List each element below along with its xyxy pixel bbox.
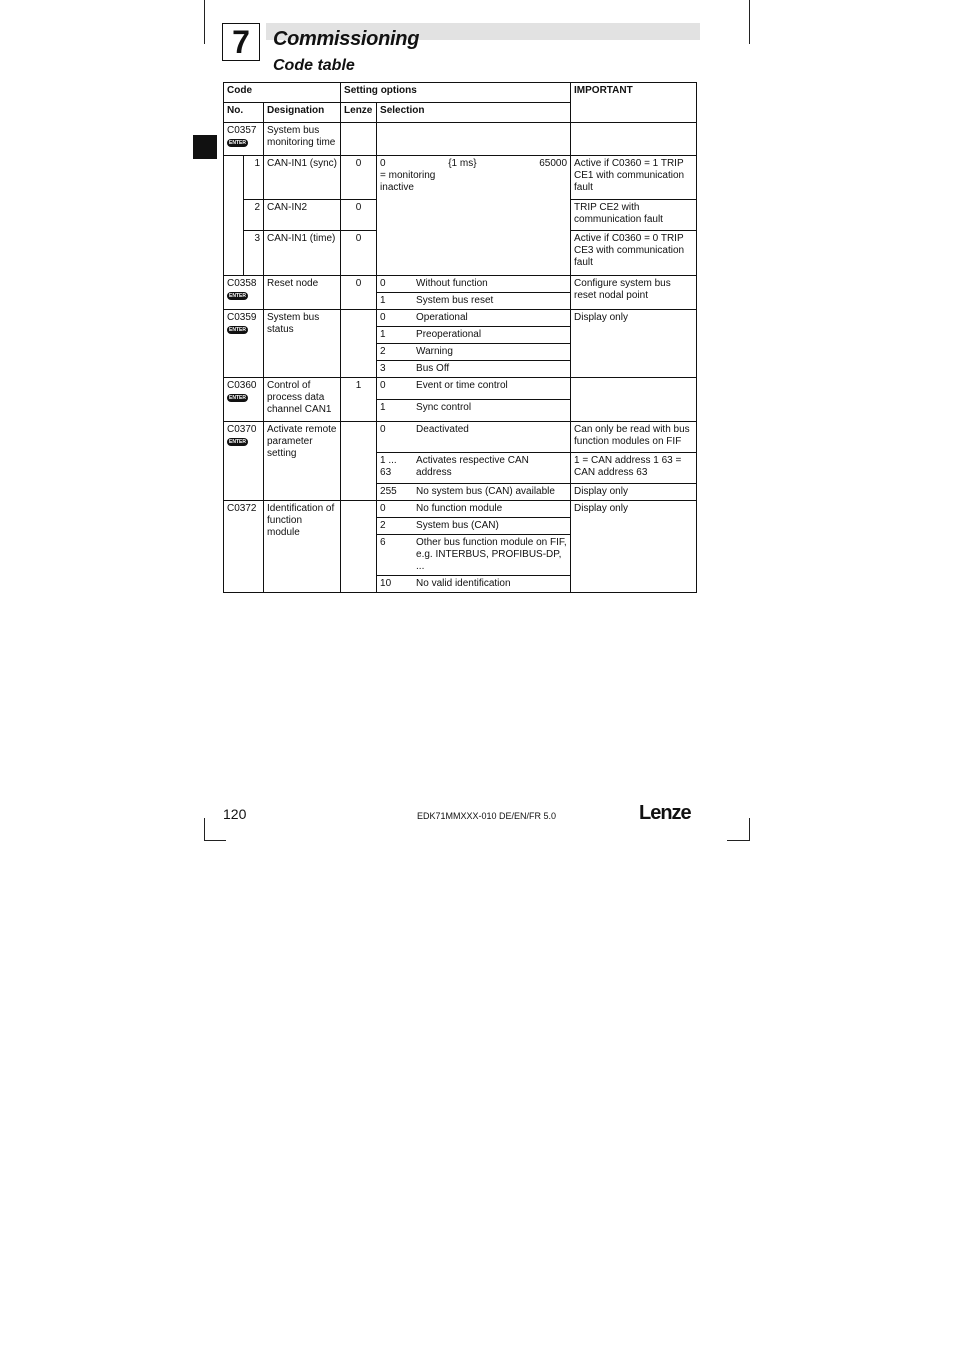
enter-badge: ENTER	[227, 394, 248, 402]
option-label: Preoperational	[416, 329, 482, 340]
header-important: IMPORTANT	[571, 83, 697, 123]
option-cell	[377, 361, 571, 378]
header-designation: Designation	[264, 103, 341, 123]
table-row	[224, 501, 697, 518]
header-lenze: Lenze	[341, 103, 377, 123]
subcode-important: Active if C0360 = 1 TRIP CE1 with communication fault	[571, 156, 697, 200]
code-cell	[224, 123, 264, 156]
lenze-c0360: 1	[341, 378, 377, 422]
designation-c0372: Identification of function module	[264, 501, 341, 593]
lenze-cell	[341, 422, 377, 501]
option-value: 255	[380, 486, 397, 497]
option-label: Deactivated	[416, 424, 469, 435]
option-label: Warning	[416, 346, 453, 357]
option-cell	[377, 344, 571, 361]
option-label: No valid identification	[416, 578, 511, 589]
chapter-number: 7	[222, 23, 260, 61]
enter-badge: ENTER	[227, 292, 248, 300]
crop-mark	[204, 840, 226, 841]
option-label: Event or time control	[416, 380, 508, 391]
lenze-c0358: 0	[341, 276, 377, 310]
option-label: Without function	[416, 278, 488, 289]
option-value: 0	[380, 312, 386, 323]
crop-mark	[204, 0, 205, 44]
enter-badge: ENTER	[227, 326, 248, 334]
lenze-logo: Lenze	[639, 802, 691, 824]
option-value: 0	[380, 424, 386, 435]
table-row	[224, 276, 697, 293]
option-cell	[377, 293, 571, 310]
option-value: 6	[380, 537, 386, 548]
option-value: 1 ... 63	[380, 455, 397, 478]
option-cell	[377, 378, 571, 400]
page-title: Commissioning	[273, 28, 420, 50]
subcode-designation: CAN-IN2	[264, 200, 341, 231]
important-c0358: Configure system bus reset nodal point	[571, 276, 697, 310]
code-table	[223, 82, 697, 593]
designation-c0358: Reset node	[264, 276, 341, 310]
important-cell	[571, 378, 697, 422]
option-label: No system bus (CAN) available	[416, 486, 555, 497]
option-value: 10	[380, 578, 392, 589]
table-row	[224, 123, 697, 156]
important-cell: 1 = CAN address 1 63 = CAN address 63	[571, 453, 697, 484]
option-cell	[377, 518, 571, 535]
option-value: 2	[380, 520, 386, 531]
crop-mark	[749, 0, 750, 44]
option-value: 1	[380, 402, 386, 413]
subcode-designation: CAN-IN1 (time)	[264, 231, 341, 276]
code-c0358: C0358	[227, 278, 257, 289]
important-cell: Display only	[571, 484, 697, 501]
option-cell	[377, 327, 571, 344]
crop-mark	[727, 840, 750, 841]
option-label: Bus Off	[416, 363, 450, 374]
lenze-cell	[341, 501, 377, 593]
crop-mark	[204, 818, 205, 840]
option-value: 1	[380, 329, 386, 340]
lenze-cell	[341, 123, 377, 156]
code-c0360: C0360	[227, 380, 257, 391]
important-c0372: Display only	[571, 501, 697, 593]
range-max: 65000	[539, 158, 568, 169]
header-code: Code	[224, 83, 341, 103]
option-cell	[377, 276, 571, 293]
table-row	[224, 378, 697, 400]
option-label: System bus reset	[416, 295, 494, 306]
document-id: EDK71MMXXX-010 DE/EN/FR 5.0	[417, 811, 557, 821]
code-c0370: C0370	[227, 424, 257, 435]
subcode-lenze: 0	[341, 156, 377, 200]
code-cell	[224, 276, 264, 310]
option-value: 0	[380, 278, 386, 289]
option-label: Sync control	[416, 402, 472, 413]
page-number: 120	[223, 806, 247, 822]
code-cell	[224, 310, 264, 378]
header-selection: Selection	[377, 103, 571, 123]
option-label: No function module	[416, 503, 503, 514]
option-label: Activates respective CAN address	[416, 455, 529, 478]
crop-mark	[749, 818, 750, 840]
subcode-no: 1	[244, 156, 264, 200]
designation-c0370: Activate remote parameter setting	[264, 422, 341, 501]
option-cell	[377, 453, 571, 484]
option-cell	[377, 501, 571, 518]
option-value: 0	[380, 380, 386, 391]
table-row	[224, 310, 697, 327]
important-cell: Can only be read with bus function modules on FIF	[571, 422, 697, 453]
code-cell	[224, 378, 264, 422]
header-no: No.	[224, 103, 264, 123]
code-c0372: C0372	[227, 503, 257, 514]
option-label: Other bus function module on FIF, e.g. INTERBUS, PROFIBUS-DP, ...	[416, 537, 567, 572]
option-cell	[377, 576, 571, 593]
code-indent-cell	[224, 156, 244, 276]
lenze-cell	[341, 310, 377, 378]
option-value: 1	[380, 295, 386, 306]
range-step: {1 ms}	[448, 158, 477, 169]
enter-badge: ENTER	[227, 139, 248, 147]
header-setting-options: Setting options	[341, 83, 571, 103]
option-cell	[377, 484, 571, 501]
code-c0357: C0357	[227, 125, 257, 136]
option-value: 0	[380, 503, 386, 514]
option-cell	[377, 535, 571, 576]
option-label: Operational	[416, 312, 468, 323]
option-value: 3	[380, 363, 386, 374]
designation-c0359: System bus status	[264, 310, 341, 378]
range-min: 0	[380, 158, 386, 169]
important-c0359: Display only	[571, 310, 697, 378]
option-label: System bus (CAN)	[416, 520, 499, 531]
designation-c0360: Control of process data channel CAN1	[264, 378, 341, 422]
selection-cell	[377, 123, 571, 156]
option-cell	[377, 422, 571, 453]
code-cell	[224, 422, 264, 501]
subcode-no: 3	[244, 231, 264, 276]
table-row	[224, 156, 697, 200]
selection-range-cell	[377, 156, 571, 276]
code-cell	[224, 501, 264, 593]
designation-c0357: System bus monitoring time	[264, 123, 341, 156]
section-tab-marker	[193, 135, 217, 159]
subcode-important: TRIP CE2 with communication fault	[571, 200, 697, 231]
subcode-designation: CAN-IN1 (sync)	[264, 156, 341, 200]
subcode-important: Active if C0360 = 0 TRIP CE3 with communication fault	[571, 231, 697, 276]
subcode-no: 2	[244, 200, 264, 231]
option-value: 2	[380, 346, 386, 357]
enter-badge: ENTER	[227, 438, 248, 446]
range-note: = monitoring inactive	[380, 170, 436, 193]
code-c0359: C0359	[227, 312, 257, 323]
option-cell	[377, 310, 571, 327]
table-row	[224, 422, 697, 453]
subcode-lenze: 0	[341, 200, 377, 231]
page-subtitle: Code table	[273, 57, 355, 74]
subcode-lenze: 0	[341, 231, 377, 276]
option-cell	[377, 400, 571, 422]
important-cell	[571, 123, 697, 156]
